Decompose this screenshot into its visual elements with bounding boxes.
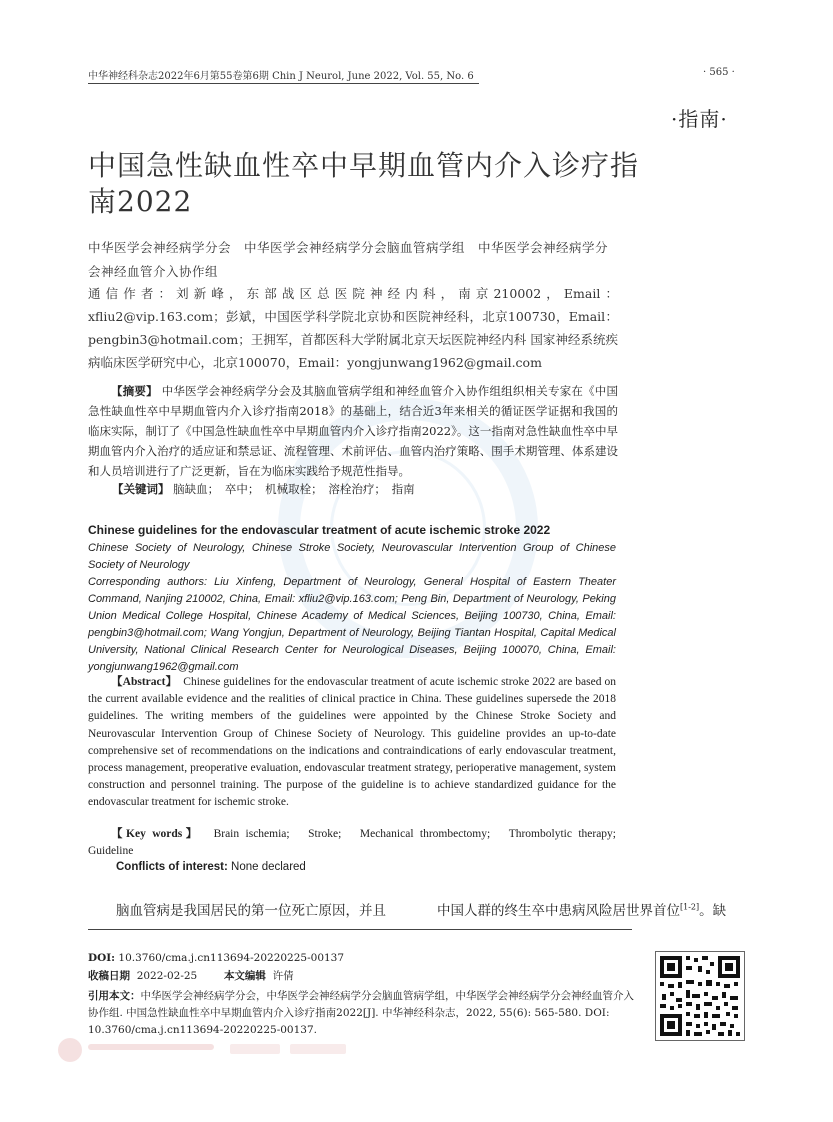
received-label: 收稿日期 <box>88 970 130 982</box>
header-rule <box>88 83 479 84</box>
article-title: 中国急性缺血性卒中早期血管内介入诊疗指南2022 <box>88 149 640 218</box>
citation-line <box>88 988 636 1039</box>
english-title: Chinese guidelines for the endovascular treatment of acute ischemic stroke 2022 <box>88 523 551 537</box>
keywords-cn <box>112 481 415 497</box>
body-text-right-main: 中国人群的终生卒中患病风险居世界首位 <box>437 903 680 919</box>
english-corresponding: Corresponding authors: Liu Xinfeng, Department of Neurology, General Hospital of Eastern Theater Command, Nanjing 210002, China, Email: xfliu2@vip.163.com; Peng Bin, Department of Neurology, Peking Union Medical College Hospital, Chinese Academy of Medical Sciences, Beijing 100730, China, Email: pengbin3@hotmail.com; Wang Yongjun, Department of Neurology, Beijing Tiantan Hospital, Capital Medical University, National Clinical Research Center for Neurological Diseases, Beijing 100070, China, Email: yongjunwang1962@gmail.com <box>88 576 616 673</box>
editor-name: 许倩 <box>272 970 294 982</box>
journal-header: 中华神经科杂志2022年6月第55卷第6期 Chin J Neurol, June 2022, Vol. 55, No. 6 <box>88 71 474 82</box>
received-line <box>88 968 636 985</box>
keywords-cn-label: 【关键词】 <box>112 482 170 496</box>
english-abstract <box>88 674 616 812</box>
conflicts-of-interest <box>116 861 306 873</box>
english-keywords-label: 【Key words】 <box>111 828 201 840</box>
cite-text: 中华医学会神经病学分会，中华医学会神经病学分会脑血管病学组，中华医学会神经病学分会神经血管介入协作组. 中国急性缺血性卒中早期血管内介入诊疗指南2022[J]. 中华神经科杂志，2022, 55(6): 565-580. DOI: 10.3760/cma.j.cn113694-20220225-00137. <box>88 990 634 1036</box>
english-abstract-text: Chinese guidelines for the endovascular treatment of acute ischemic stroke 2022 are based on the current available evidence and the realities of clinical practice in China. These guidelines supersede the 2018 guidelines. The writing members of the guidelines were appointed by the Chinese Stroke Society and Neurovascular Intervention Group of Chinese Society of Neurology. This guideline provides an up-to-date comprehensive set of recommendations on the indications and contraindications of early endovascular treatment, process management, preoperative evaluation, endovascular treatment strategy, perioperative management, system construction and personnel training. The purpose of the guideline is to achieve standardized guidance for the endovascular treatment for ischemic stroke. <box>88 676 617 809</box>
qr-code-icon[interactable] <box>655 951 745 1041</box>
body-text-right-tail: 。缺 <box>699 903 727 919</box>
footer-rule <box>88 929 632 930</box>
editor-label: 本文编辑 <box>223 970 266 982</box>
doi-line <box>88 950 636 967</box>
coi-text: None declared <box>231 861 306 873</box>
body-text-left: 脑血管病是我国居民的第一位死亡原因，并且 <box>116 903 386 919</box>
english-keywords <box>88 826 628 860</box>
coi-label: Conflicts of interest: <box>116 861 228 873</box>
english-keywords-text: Brain ischemia; Stroke; Mechanical thrombectomy; Thrombolytic therapy; Guideline <box>88 828 628 858</box>
abstract-cn-label: 【摘要】 <box>111 384 158 398</box>
corresponding-authors-cn: 通信作者：刘新峰，东部战区总医院神经内科，南京210002，Email：xfliu2@vip.163.com；彭斌，中国医学科学院北京协和医院神经科，北京100730，Email：pengbin3@hotmail.com；王拥军，首都医科大学附属北京天坛医院神经内科 国家神经系统疾病临床医学研究中心，北京100070，Email：yongjunwang1962@gmail.com <box>88 286 618 370</box>
author-groups: 中华医学会神经病学分会 中华医学会神经病学分会脑血管病学组 中华医学会神经病学分会神经血管介入协作组 <box>88 240 609 279</box>
received-date: 2022-02-25 <box>136 970 198 982</box>
keywords-cn-text: 脑缺血； 卒中； 机械取栓； 溶栓治疗； 指南 <box>173 482 415 496</box>
reference-marker[interactable]: [1-2] <box>680 902 700 912</box>
cite-label: 引用本文： <box>88 990 141 1002</box>
publisher-watermark-2 <box>230 1040 350 1062</box>
english-authors-block <box>88 540 616 676</box>
publisher-watermark <box>88 1038 218 1059</box>
abstract-cn-text: 中华医学会神经病学分会及其脑血管病学组和神经血管介入协作组组织相关专家在《中国急性缺血性卒中早期血管内介入诊疗指南2018》的基础上，结合近3年来相关的循证医学证据和我国的临床实际，制订了《中国急性缺血性卒中早期血管内介入诊疗指南2022》。这一指南对急性缺血性卒中早期血管内介入治疗的适应证和禁忌证、流程管理、术前评估、血管内治疗策略、围手术期管理、体系建设和人员培训进行了广泛更新，旨在为临床实践给予规范性指导。 <box>88 384 619 478</box>
english-abstract-label: 【Abstract】 <box>111 676 178 688</box>
section-label: ·指南· <box>671 107 728 131</box>
english-authors: Chinese Society of Neurology, Chinese Stroke Society, Neurovascular Intervention Group of Chinese Society of Neurology <box>88 542 616 571</box>
doi-label: DOI: <box>88 952 116 964</box>
body-text-right <box>437 899 726 919</box>
abstract-cn <box>88 381 618 481</box>
publisher-logo-icon <box>58 1038 82 1062</box>
doi-value[interactable]: 10.3760/cma.j.cn113694-20220225-00137 <box>118 952 345 964</box>
page-number: · 565 · <box>703 67 735 78</box>
